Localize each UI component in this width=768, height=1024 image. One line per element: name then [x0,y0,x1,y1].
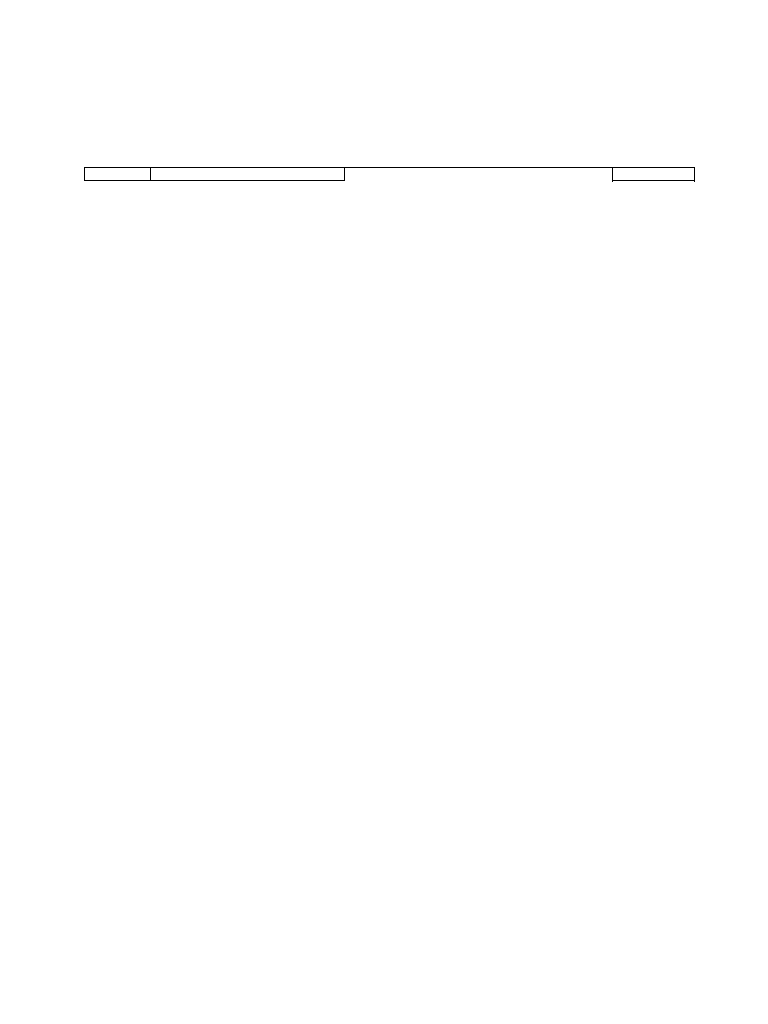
location-header [85,168,151,181]
remarks-header [613,168,695,181]
drainage-table-top [84,167,695,181]
design-flow-header [151,168,345,181]
header-blank [345,168,613,181]
